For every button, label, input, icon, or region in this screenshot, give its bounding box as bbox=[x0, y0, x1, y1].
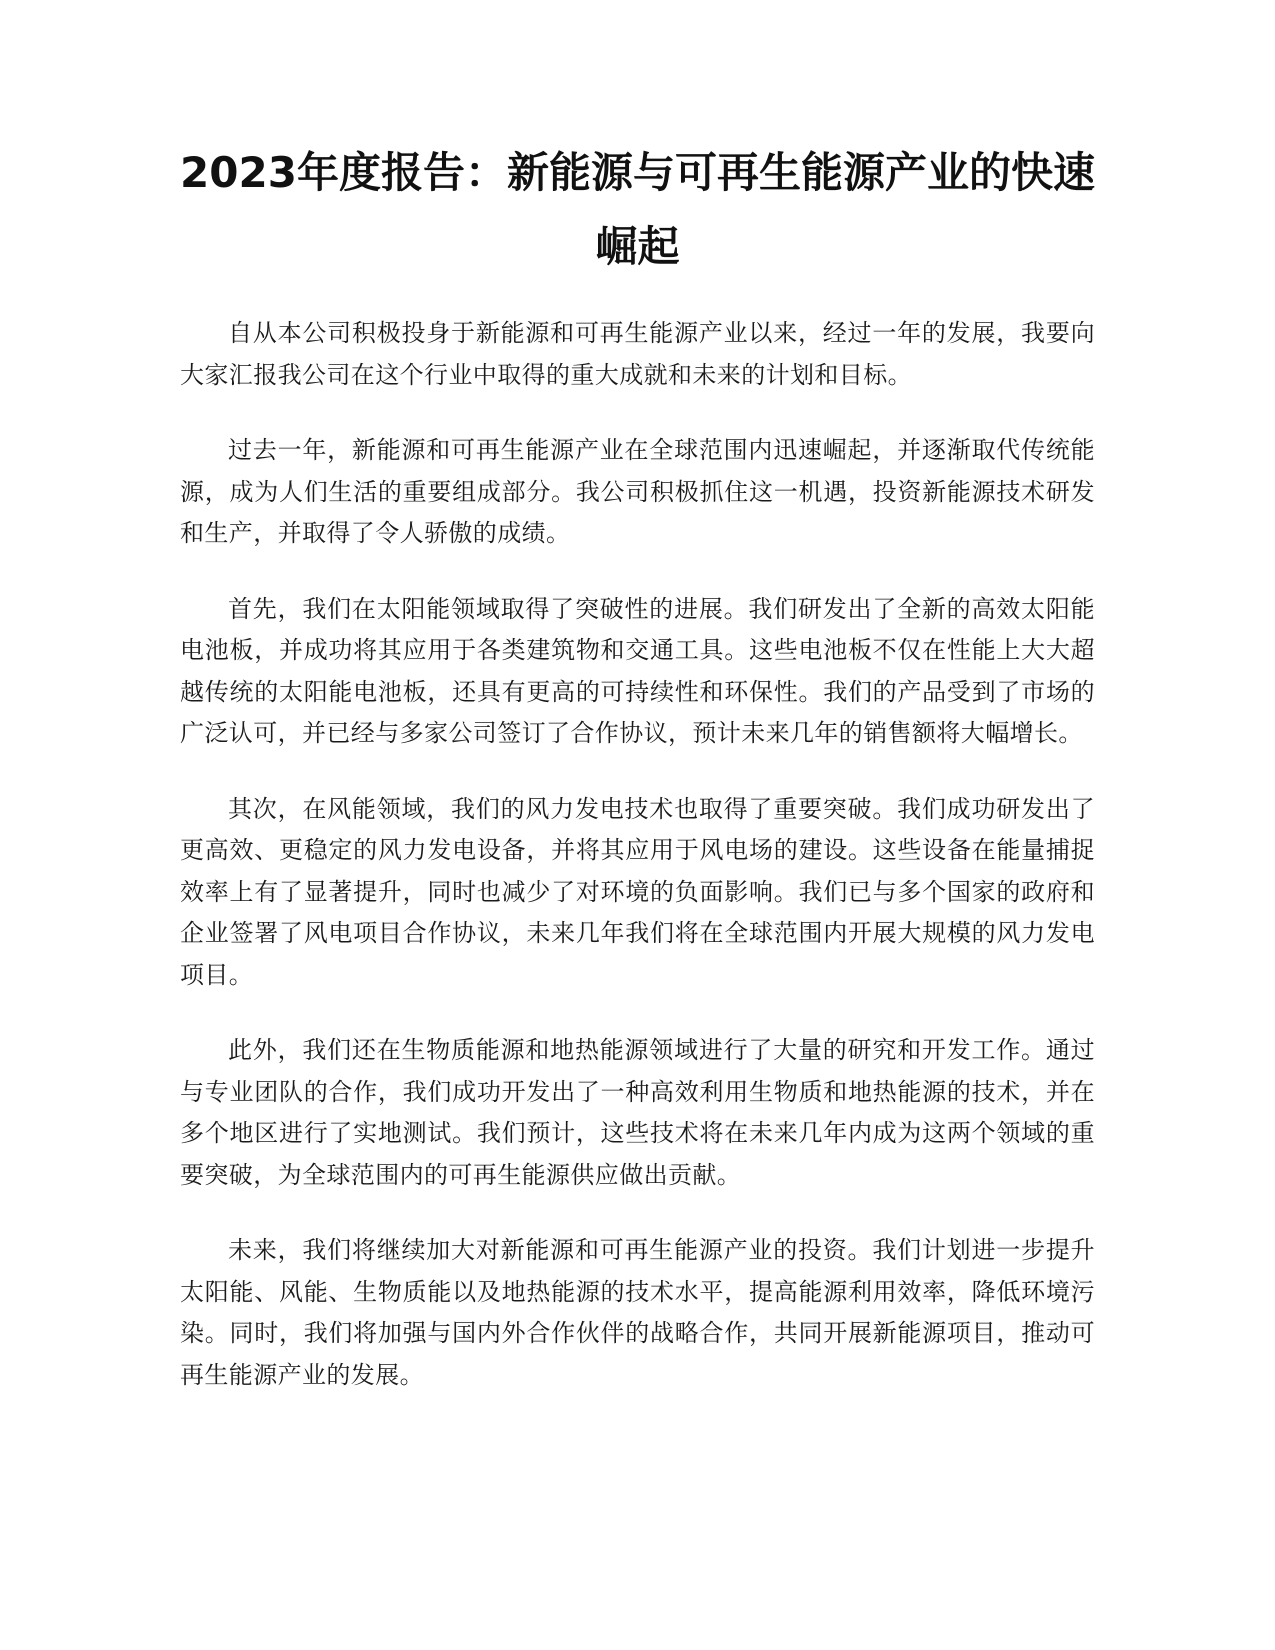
document-title: 2023年度报告：新能源与可再生能源产业的快速崛起 bbox=[180, 148, 1095, 271]
paragraph-solar: 首先，我们在太阳能领域取得了突破性的进展。我们研发出了全新的高效太阳能电池板，并成功将其应用于各类建筑物和交通工具。这些电池板不仅在性能上大大超越传统的太阳能电池板，还具有更高的可持续性和环保性。我们的产品受到了市场的广泛认可，并已经与多家公司签订了合作协议，预计未来几年的销售额将大幅增长。 bbox=[180, 594, 1095, 747]
paragraph-future: 未来，我们将继续加大对新能源和可再生能源产业的投资。我们计划进一步提升太阳能、风能、生物质能以及地热能源的技术水平，提高能源利用效率，降低环境污染。同时，我们将加强与国内外合作伙伴的战略合作，共同开展新能源项目，推动可再生能源产业的发展。 bbox=[180, 1236, 1095, 1389]
paragraph-wind: 其次，在风能领域，我们的风力发电技术也取得了重要突破。我们成功研发出了更高效、更稳定的风力发电设备，并将其应用于风电场的建设。这些设备在能量捕捉效率上有了显著提升，同时也减少了对环境的负面影响。我们已与多个国家的政府和企业签署了风电项目合作协议，未来几年我们将在全球范围内开展大规模的风力发电项目。 bbox=[180, 794, 1095, 989]
paragraph-biomass-geothermal: 此外，我们还在生物质能源和地热能源领域进行了大量的研究和开发工作。通过与专业团队的合作，我们成功开发出了一种高效利用生物质和地热能源的技术，并在多个地区进行了实地测试。我们预计，这些技术将在未来几年内成为这两个领域的重要突破，为全球范围内的可再生能源供应做出贡献。 bbox=[180, 1036, 1095, 1189]
paragraph-past-year: 过去一年，新能源和可再生能源产业在全球范围内迅速崛起，并逐渐取代传统能源，成为人们生活的重要组成部分。我公司积极抓住这一机遇，投资新能源技术研发和生产，并取得了令人骄傲的成绩。 bbox=[180, 436, 1095, 547]
document-body bbox=[180, 313, 1095, 1430]
paragraph-intro: 自从本公司积极投身于新能源和可再生能源产业以来，经过一年的发展，我要向大家汇报我公司在这个行业中取得的重大成就和未来的计划和目标。 bbox=[180, 319, 1095, 389]
